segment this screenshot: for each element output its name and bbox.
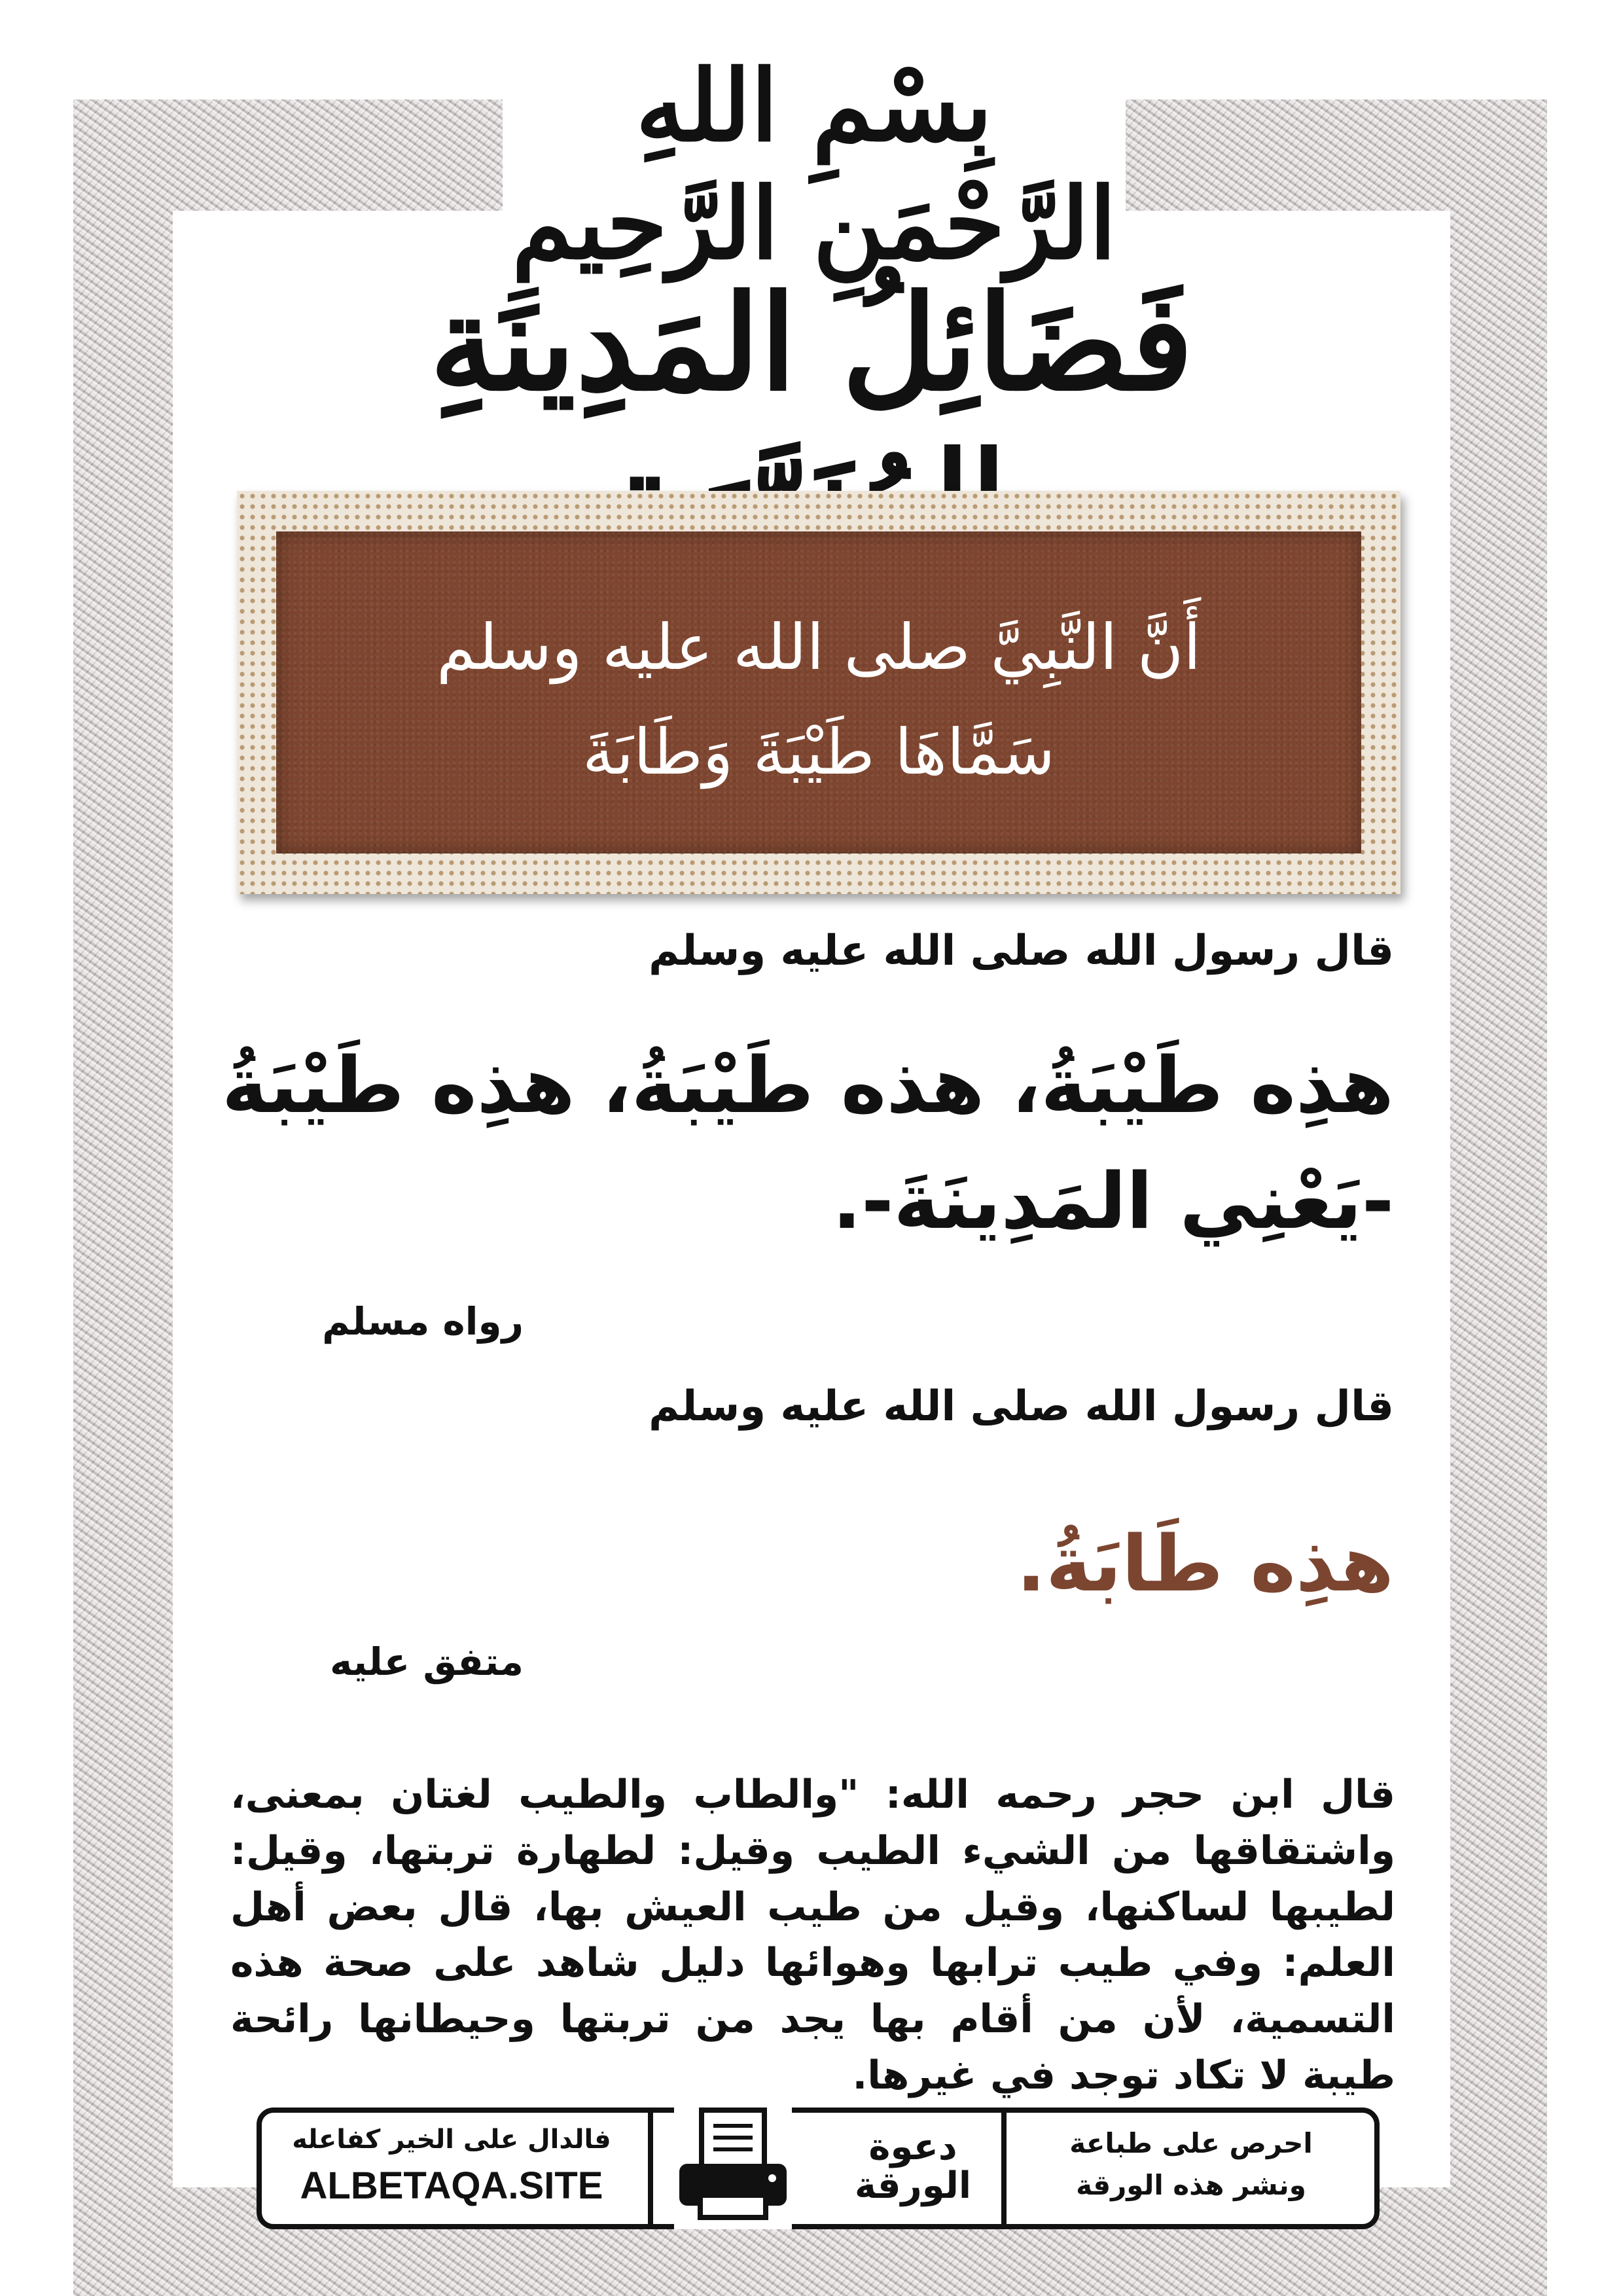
logo-line-1: دعوة (868, 2126, 957, 2169)
prophet-said-2: قال رسول الله صلى الله عليه وسلم (649, 1382, 1394, 1431)
footer-divider-left (648, 2113, 653, 2224)
logo-line-2: الورقة (854, 2164, 972, 2207)
footer-divider-right (1001, 2113, 1007, 2224)
narrator-1: رواه مسلم (322, 1299, 524, 1344)
footer-motto: فالدال على الخير كفاعله (292, 2125, 611, 2155)
footer-site-link[interactable]: ALBETAQA.SITE (300, 2164, 603, 2207)
hadith-2: هذِه طَابَةُ. (1016, 1518, 1394, 1609)
footer-print-note-2: ونشر هذه الورقة (1076, 2169, 1306, 2201)
panel-line-2: سَمَّاهَا طَيْبَةَ وَطَابَةَ (582, 715, 1056, 789)
hadith-1: هذِه طَيْبَةُ، هذه طَيْبَةُ، هذِه طَيْبَةُ -يَعْنِي المَدِينَةَ-. (221, 1040, 1394, 1246)
printer-icon (668, 2098, 798, 2229)
footer-bar (257, 2108, 1380, 2229)
panel-line-1: أَنَّ النَّبِيَّ صلى الله عليه وسلم (436, 611, 1202, 684)
basmala: بِسْمِ اللهِ الرَّحْمَنِ الرَّحِيمِ (512, 48, 1116, 281)
prophet-said-1: قال رسول الله صلى الله عليه وسلم (649, 927, 1394, 975)
brown-panel (276, 531, 1361, 853)
narrator-2: متفق عليه (330, 1640, 524, 1684)
footer-print-note-1: احرص على طباعة (1069, 2127, 1313, 2159)
page-title: فَضَائِلُ المَدِينَةِ (429, 266, 1194, 420)
dawah-logo (844, 2098, 982, 2236)
ibn-hajar-quote: قال ابن حجر رحمه الله: "والطاب والطيب لغتان بمعنى، واشتقاقها من الشيء الطيب وقيل: لطهارة تربتها، وقيل: لطيبها لساكنها، وقيل من طيب العيش بها، قال بعض أهل العلم: وفي طيب ترابها وهوائها دليل شاهد على صحة هذه التسمية، لأن من أقام بها يجد من تربتها وحيطانها رائحة طيبة لا تكاد توجد في غيرها. (230, 1772, 1395, 2098)
